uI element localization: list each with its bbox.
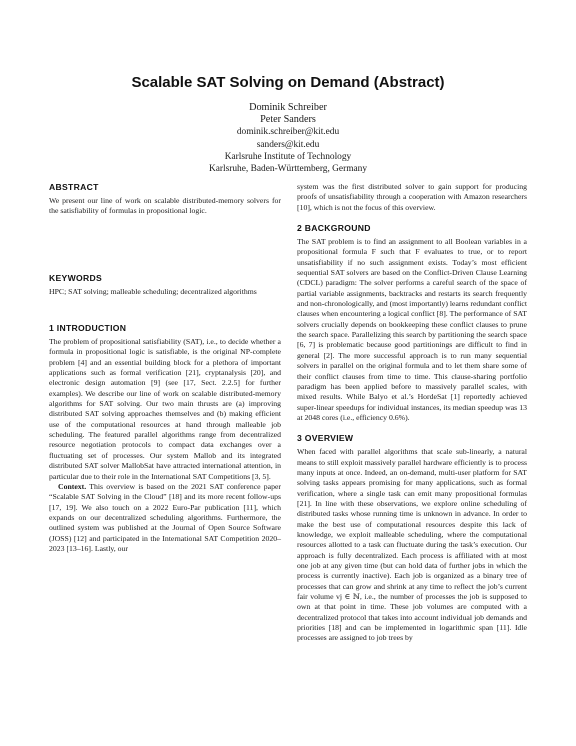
paper-title: Scalable SAT Solving on Demand (Abstract) <box>131 74 445 91</box>
abstract-heading: ABSTRACT <box>49 182 99 192</box>
abstract-text: We present our line of work on scalable distributed-memory solvers for the satisfiability of formulas in propositional logic. <box>49 196 281 216</box>
keywords-heading: KEYWORDS <box>49 272 103 283</box>
author-email-1[interactable]: dominik.schreiber@kit.edu <box>236 127 340 138</box>
intro-paragraph-1: The problem of propositional satisfiability (SAT), i.e., to decide whether a formula in propositional logic is satisfiable, is the original NP-complete problem [4] and an essential building block for a plethora of important applications such as formal verification [21], cryptanalysis [20], and electronic design automation [9] (see [17, Sect. 2.2.5] for further examples). We describe our line of work on scalable distributed-memory algorithms for SAT solving. Our two main thrusts are (a) improving distributed SAT solving approaches themselves and (b) making efficient use of the computational resources at hand through malleable job scheduling. The featured parallel algorithms range from decentralized resource negotiation protocols to compact data exchanges over a fluctuating set of processes. Our system Mallob and its integrated distributed SAT solver MallobSat have attracted international attention, in particular due to their role in the International SAT Competitions [3, 5]. <box>49 337 281 481</box>
intro-paragraph-2 <box>49 482 281 554</box>
context-text: This overview is based on the 2021 SAT conference paper “Scalable SAT Solving in the Cloud” [18] and its more recent follow-ups [17, 19]. We also touch on a 2022 Euro-Par publication [11], which expands on our decentralized scheduling algorithms. Furthermore, the outlined system was published at the Journal of Open Source Software (JOSS) [12] and participated in the International SAT Competition 2020–2023 [13–16]. Lastly, our <box>49 481 281 553</box>
background-text: The SAT problem is to find an assignment to all Boolean variables in a propositional formula F such that F evaluates to true, or to report unsatisfiability if no such assignment exists. Today’s most efficient sequential SAT solvers are based on the Conflict-Driven Clause Learning (CDCL) paradigm: The solver performs a careful search of the space of partial variable assignments, backtracks and restarts its search frequently and non-chronologically, and (most importantly) learns redundant conflict clauses when encountering a logical conflict [8]. The performance of SAT solvers crucially depends on bookkeeping these conflict clauses to prune the search space. Parallelizing this search by partitioning the search space [6, 7] is problematic because good partitionings are difficult to find in general [2]. The more successful approach is to run many sequential solvers in parallel on the original formula and to let them share some of their conflict clauses from time to time. This clause-sharing portfolio paradigm has been applied before to massively parallel scales, with mixed results. While Balyo et al.’s HordeSat [1] reportedly achieved super-linear speedups for individual instances, its median speedup was 13 at 2048 cores (i.e., efficiency 0.6%). <box>297 237 527 422</box>
keywords-text: HPC; SAT solving; malleable scheduling; decentralized algorithms <box>49 286 257 296</box>
author-name-2: Peter Sanders <box>260 114 316 126</box>
intro-heading: 1 INTRODUCTION <box>49 323 127 334</box>
left-column <box>49 182 281 554</box>
author-affiliation: Karlsruhe Institute of Technology <box>224 151 352 162</box>
author-email-2[interactable]: sanders@kit.edu <box>256 139 320 150</box>
author-location: Karlsruhe, Baden-Württemberg, Germany <box>208 164 368 175</box>
overview-heading: 3 OVERVIEW <box>297 433 354 444</box>
author-name-1: Dominik Schreiber <box>249 102 327 113</box>
intro-continuation: system was the first distributed solver to gain support for producing proofs of unsatisfiability through a cooperation with Amazon researchers [10], which is not the focus of this overview. <box>297 182 527 212</box>
author-block <box>0 102 576 175</box>
context-lead: Context. <box>58 481 87 491</box>
background-heading: 2 BACKGROUND <box>297 223 371 234</box>
overview-text: When faced with parallel algorithms that scale sub-linearly, a natural means to still exploit massively parallel hardware efficiently is to process many inputs at once. Indeed, an on-demand, multi-user platform for SAT solving tasks appears promising for many applications, such as formal verification, where a single task can emit many propositional formulas [21]. In line with these observations, we explore online scheduling of distributed tasks whose running time is unknown in advance. In order to make the best use of computational resources despite this lack of knowledge, we exploit malleable scheduling, where the computational resources allotted to a task can fluctuate during the task’s execution. Our approach is fully decentralized. Each process is affiliated with at most one job at any given time (but can hold data of further jobs in which the process is currently inactive). Each job is organized as a binary tree of processes that can grow and shrink at any time to reflect the job’s current fair volume vj ∈ ℕ, i.e., the number of processes the job is supposed to own at that point in time. These job volumes are computed with a decentralized protocol that takes into account individual job demands and priorities [18] and can be implemented in logarithmic span [11]. Idle processes are assigned to job trees by <box>297 447 527 643</box>
right-column <box>297 182 527 644</box>
